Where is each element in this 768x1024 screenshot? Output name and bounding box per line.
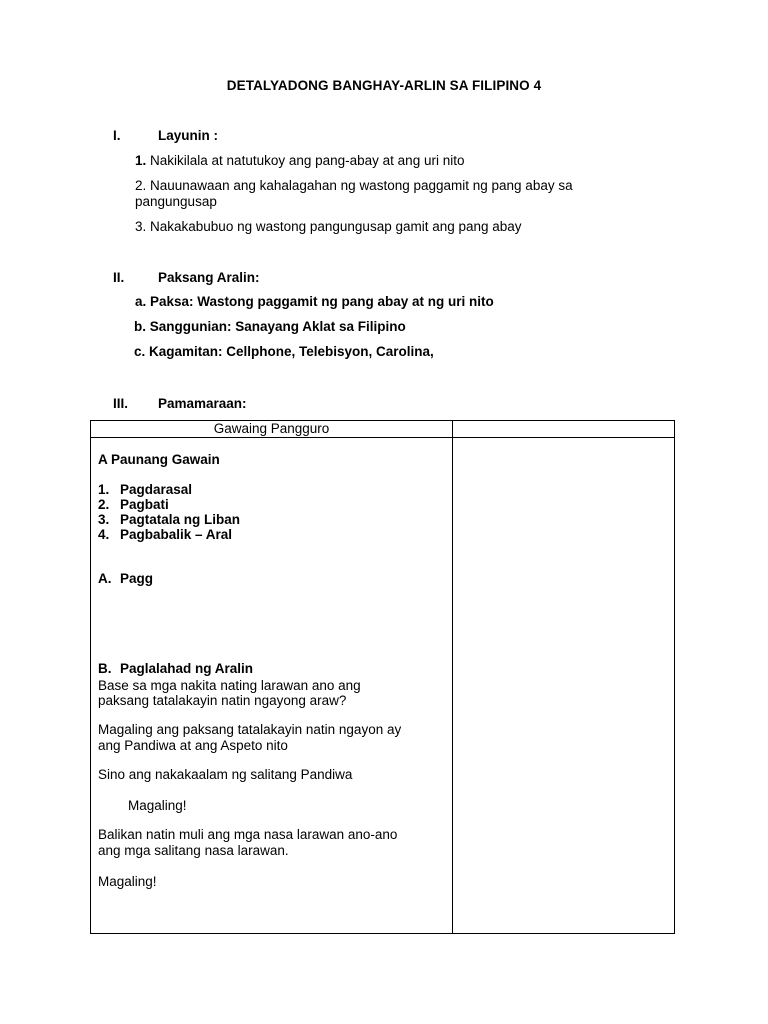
objective-2-line2: pangungusap bbox=[135, 194, 217, 209]
paragraph-1-line1: Base sa mga nakita nating larawan ano ang bbox=[98, 678, 361, 693]
table-header-divider bbox=[91, 437, 674, 438]
list-item-number: 3. bbox=[98, 512, 110, 527]
paglalahad-text: Paglalahad ng Aralin bbox=[120, 661, 254, 676]
paragraph-4: Magaling! bbox=[128, 798, 187, 813]
pagg-text: Pagg bbox=[120, 571, 154, 586]
table-header-right bbox=[453, 421, 674, 437]
list-item-text: Pagbati bbox=[120, 497, 169, 512]
list-item-number: 1. bbox=[98, 482, 110, 497]
table-header-gawaing-pangguro: Gawaing Pangguro bbox=[213, 421, 330, 436]
document-title: DETALYADONG BANGHAY-ARLIN SA FILIPINO 4 bbox=[226, 78, 542, 93]
paragraph-6: Magaling! bbox=[98, 874, 157, 889]
paksa-item: a. Paksa: Wastong paggamit ng pang abay at ng uri nito bbox=[135, 294, 494, 309]
table-column-divider bbox=[452, 421, 453, 933]
kagamitan-item: c. Kagamitan: Cellphone, Telebisyon, Carolina, bbox=[134, 344, 434, 359]
paglalahad-heading bbox=[98, 661, 253, 676]
objective-1-number: 1. bbox=[135, 153, 147, 168]
objective-1-text: Nakikilala at natutukoy ang pang-abay at ang uri nito bbox=[146, 153, 465, 168]
list-item bbox=[98, 512, 240, 527]
paragraph-2-line1: Magaling ang paksang tatalakayin natin ngayon ay bbox=[98, 722, 402, 737]
paglalahad-letter: B. bbox=[98, 661, 112, 676]
paunang-gawain-heading: A Paunang Gawain bbox=[98, 452, 220, 467]
section-3-heading: Pamamaraan: bbox=[158, 396, 247, 411]
procedure-table bbox=[90, 420, 675, 934]
section-2-heading: Paksang Aralin: bbox=[158, 270, 260, 285]
paragraph-1-line2: paksang tatalakayin natin ngayong araw? bbox=[98, 693, 347, 708]
paragraph-5-line2: ang mga salitang nasa larawan. bbox=[98, 843, 289, 858]
objective-1 bbox=[135, 153, 464, 168]
list-item-text: Pagtatala ng Liban bbox=[120, 512, 241, 527]
section-1-numeral: I. bbox=[113, 128, 121, 143]
list-item-number: 4. bbox=[98, 527, 110, 542]
list-item bbox=[98, 482, 192, 497]
paragraph-2-line2: ang Pandiwa at ang Aspeto nito bbox=[98, 738, 288, 753]
list-item-text: Pagbabalik – Aral bbox=[120, 527, 233, 542]
section-1-heading: Layunin : bbox=[158, 128, 218, 143]
list-item-text: Pagdarasal bbox=[120, 482, 193, 497]
objective-3: 3. Nakakabubuo ng wastong pangungusap gamit ang pang abay bbox=[135, 219, 522, 234]
section-2-numeral: II. bbox=[113, 270, 125, 285]
list-item bbox=[98, 497, 169, 512]
paragraph-5-line1: Balikan natin muli ang mga nasa larawan ano-ano bbox=[98, 827, 398, 842]
pagg-letter: A. bbox=[98, 571, 112, 586]
section-3-numeral: III. bbox=[113, 396, 129, 411]
list-item bbox=[98, 527, 232, 542]
sanggunian-item: b. Sanggunian: Sanayang Aklat sa Filipino bbox=[134, 319, 406, 334]
paragraph-3: Sino ang nakakaalam ng salitang Pandiwa bbox=[98, 767, 353, 782]
list-item-number: 2. bbox=[98, 497, 110, 512]
objective-2-line1: 2. Nauunawaan ang kahalagahan ng wastong paggamit ng pang abay sa bbox=[135, 178, 573, 193]
pagg-heading bbox=[98, 571, 153, 586]
